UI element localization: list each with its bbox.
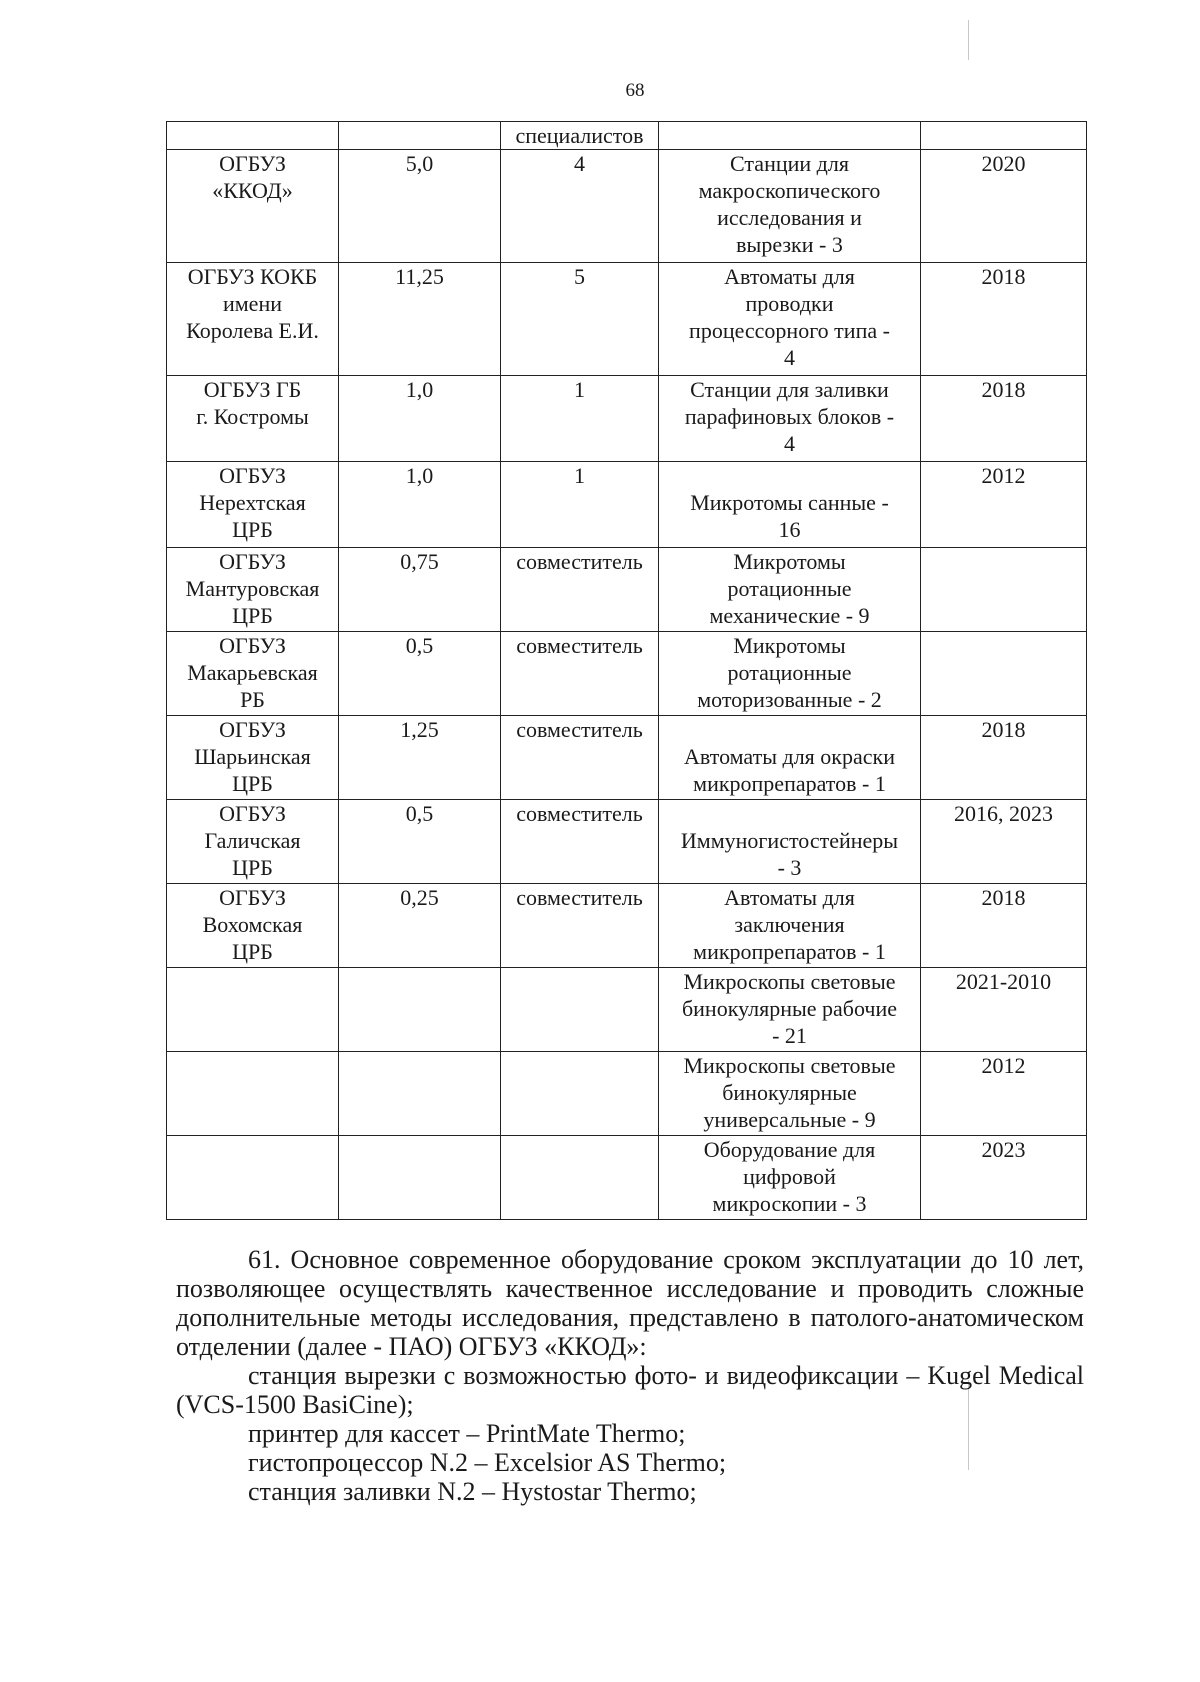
year-cell — [921, 122, 1087, 150]
year-cell: 2018 — [921, 263, 1087, 376]
equipment-cell: Микротомы санные - 16 — [659, 462, 921, 548]
year-cell: 2018 — [921, 716, 1087, 800]
table-row — [167, 1052, 1087, 1136]
table-row — [167, 462, 1087, 548]
body-text — [176, 1245, 1084, 1506]
year-cell: 2018 — [921, 884, 1087, 968]
year-cell: 2020 — [921, 150, 1087, 263]
page-number: 68 — [625, 80, 645, 101]
organization-cell: ОГБУЗ Мантуровская ЦРБ — [167, 548, 339, 632]
table-row — [167, 122, 1087, 150]
equipment-cell: Оборудование для цифровой микроскопии - 3 — [659, 1136, 921, 1220]
specialists-cell: 4 — [501, 150, 659, 263]
rate-cell: 1,25 — [339, 716, 501, 800]
rate-cell: 1,0 — [339, 462, 501, 548]
specialists-cell: совместитель — [501, 632, 659, 716]
equipment-cell: Станции для макроскопического исследования и вырезки - 3 — [659, 150, 921, 263]
equipment-cell: Микроскопы световые бинокулярные универсальные - 9 — [659, 1052, 921, 1136]
organization-cell: ОГБУЗ ГБ г. Костромы — [167, 376, 339, 462]
table-row — [167, 800, 1087, 884]
year-cell — [921, 548, 1087, 632]
year-cell: 2023 — [921, 1136, 1087, 1220]
equipment-cell: Автоматы для заключения микропрепаратов - 1 — [659, 884, 921, 968]
organization-cell: ОГБУЗ Шарьинская ЦРБ — [167, 716, 339, 800]
table-row — [167, 376, 1087, 462]
specialists-cell: 5 — [501, 263, 659, 376]
year-cell: 2018 — [921, 376, 1087, 462]
specialists-cell: совместитель — [501, 716, 659, 800]
equipment-cell — [659, 122, 921, 150]
list-item: станция вырезки с возможностью фото- и видеофиксации – Kugel Medical (VCS-1500 BasiCine); — [176, 1361, 1084, 1419]
equipment-cell: Автоматы для проводки процессорного типа - 4 — [659, 263, 921, 376]
rate-cell: 0,25 — [339, 884, 501, 968]
specialists-cell: совместитель — [501, 800, 659, 884]
table-row — [167, 968, 1087, 1052]
rate-cell: 1,0 — [339, 376, 501, 462]
equipment-cell: Автоматы для окраски микропрепаратов - 1 — [659, 716, 921, 800]
specialists-cell: совместитель — [501, 548, 659, 632]
organization-cell: ОГБУЗ «ККОД» — [167, 150, 339, 263]
organization-cell: ОГБУЗ КОКБ имени Королева Е.И. — [167, 263, 339, 376]
rate-cell: 0,5 — [339, 632, 501, 716]
specialists-cell: специалистов — [501, 122, 659, 150]
year-cell — [921, 632, 1087, 716]
equipment-cell: Иммуногистостейнеры - 3 — [659, 800, 921, 884]
equipment-cell: Микротомы ротационные моторизованные - 2 — [659, 632, 921, 716]
scan-artifact-line — [968, 20, 969, 60]
organization-cell — [167, 1136, 339, 1220]
organization-cell — [167, 968, 339, 1052]
year-cell: 2012 — [921, 1052, 1087, 1136]
rate-cell — [339, 1136, 501, 1220]
year-cell: 2012 — [921, 462, 1087, 548]
organization-cell — [167, 1052, 339, 1136]
specialists-cell — [501, 1052, 659, 1136]
rate-cell: 5,0 — [339, 150, 501, 263]
specialists-cell — [501, 968, 659, 1052]
equipment-cell: Микроскопы световые бинокулярные рабочие - 21 — [659, 968, 921, 1052]
table-row — [167, 548, 1087, 632]
organization-cell: ОГБУЗ Макарьевская РБ — [167, 632, 339, 716]
table-row — [167, 884, 1087, 968]
organization-cell — [167, 122, 339, 150]
equipment-cell: Микротомы ротационные механические - 9 — [659, 548, 921, 632]
equipment-table — [166, 121, 1087, 1220]
table-row — [167, 632, 1087, 716]
rate-cell — [339, 122, 501, 150]
rate-cell: 0,5 — [339, 800, 501, 884]
table-row — [167, 263, 1087, 376]
rate-cell: 0,75 — [339, 548, 501, 632]
specialists-cell: 1 — [501, 462, 659, 548]
organization-cell: ОГБУЗ Нерехтская ЦРБ — [167, 462, 339, 548]
organization-cell: ОГБУЗ Галичская ЦРБ — [167, 800, 339, 884]
year-cell: 2016, 2023 — [921, 800, 1087, 884]
table-row — [167, 716, 1087, 800]
equipment-cell: Станции для заливки парафиновых блоков - 4 — [659, 376, 921, 462]
table-row — [167, 1136, 1087, 1220]
rate-cell — [339, 968, 501, 1052]
table-row — [167, 150, 1087, 263]
rate-cell: 11,25 — [339, 263, 501, 376]
organization-cell: ОГБУЗ Вохомская ЦРБ — [167, 884, 339, 968]
rate-cell — [339, 1052, 501, 1136]
list-item: станция заливки N.2 – Hystostar Thermo; — [248, 1477, 697, 1506]
paragraph-61: 61. Основное современное оборудование сроком эксплуатации до 10 лет, позволяющее осуществлять качественное исследование и проводить сложные дополнительные методы исследования, представлено в патолого-анатомическом отделении (далее - ПАО) ОГБУЗ «ККОД»: — [176, 1245, 1084, 1361]
specialists-cell: 1 — [501, 376, 659, 462]
specialists-cell — [501, 1136, 659, 1220]
specialists-cell: совместитель — [501, 884, 659, 968]
list-item: гистопроцессор N.2 – Excelsior AS Thermo; — [248, 1448, 727, 1477]
list-item: принтер для кассет – PrintMate Thermo; — [248, 1419, 686, 1448]
year-cell: 2021-2010 — [921, 968, 1087, 1052]
